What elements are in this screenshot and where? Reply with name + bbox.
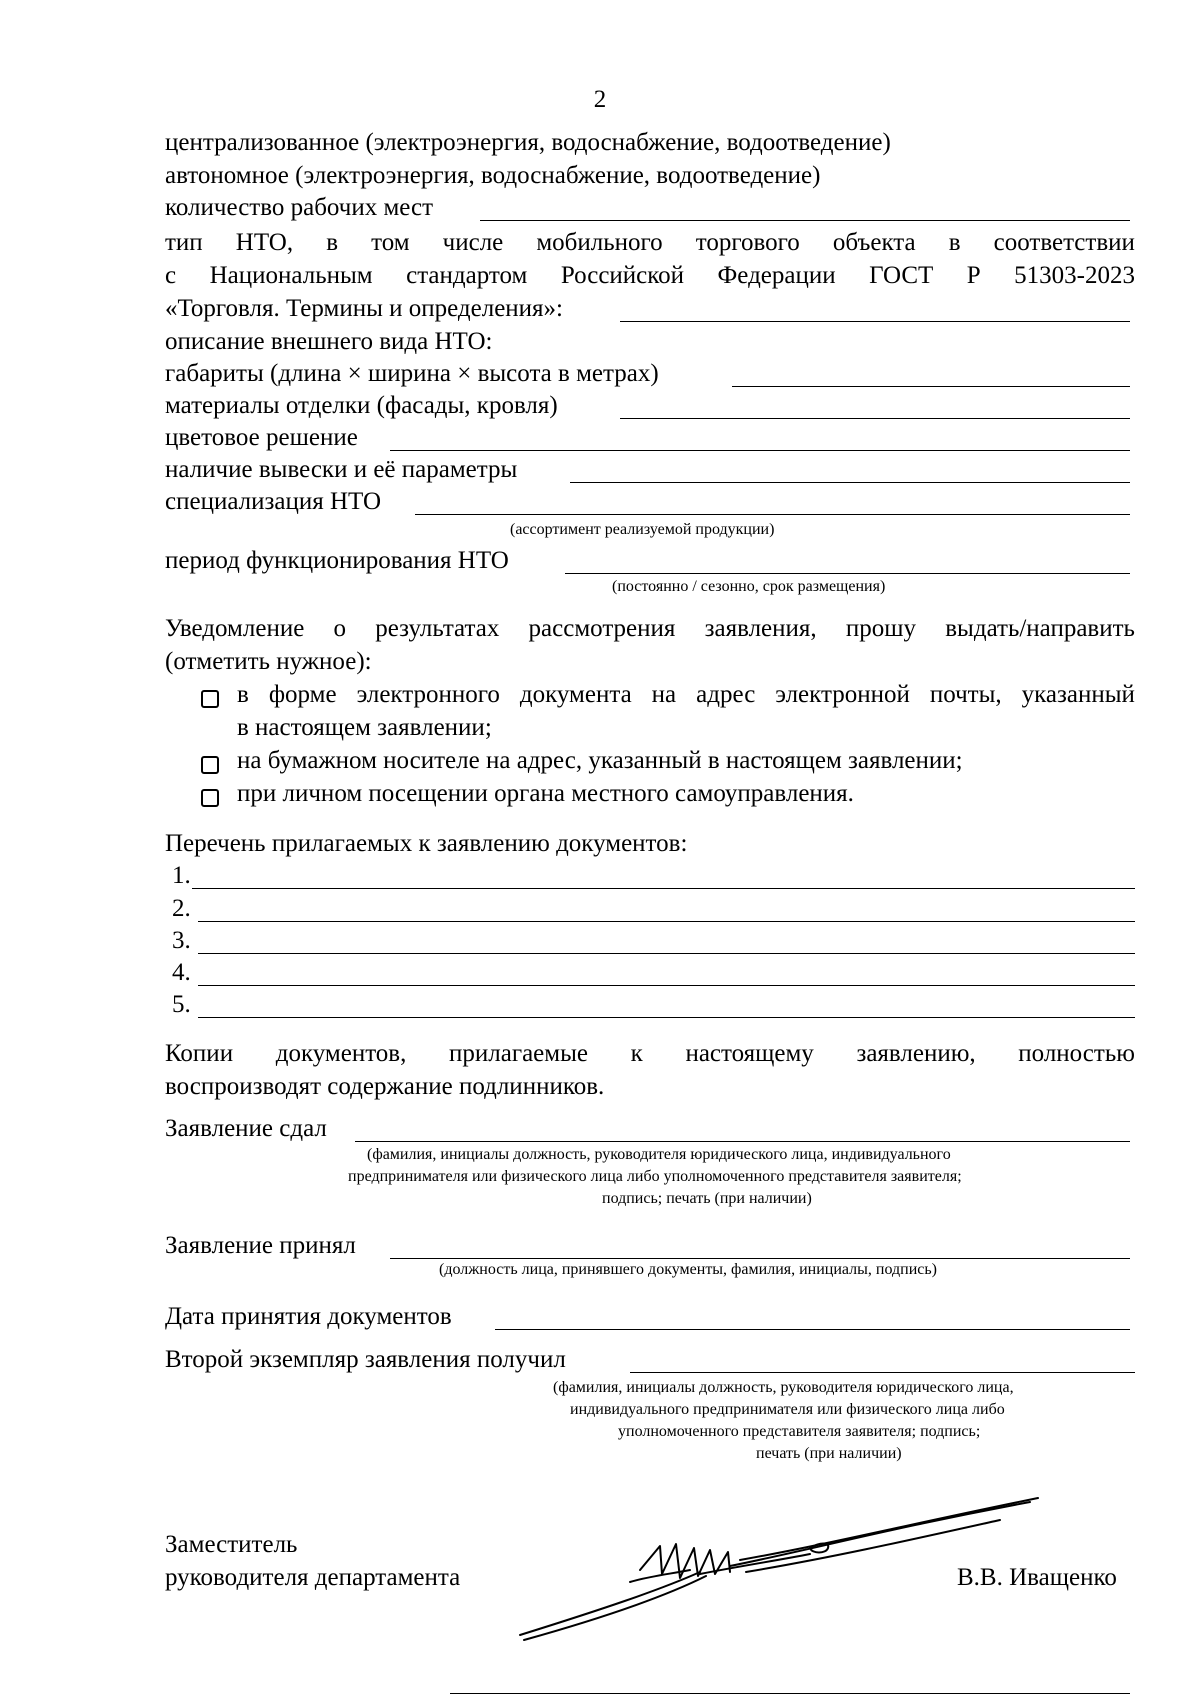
word: о bbox=[333, 615, 347, 642]
word: электронной bbox=[775, 681, 910, 708]
submitted-hint-2: предпринимателя или физического лица либо уполномоченного представителя заявителя; bbox=[348, 1168, 962, 1185]
workplaces-blank bbox=[480, 220, 1130, 221]
submitted-blank bbox=[355, 1141, 1130, 1142]
second-copy-hint-4: печать (при наличии) bbox=[756, 1445, 902, 1462]
word: документа bbox=[519, 681, 632, 708]
word: результатах bbox=[375, 615, 500, 642]
word: прошу bbox=[845, 615, 917, 642]
specialization-blank bbox=[415, 514, 1130, 515]
footer-rule bbox=[450, 1693, 1130, 1694]
second-copy-hint-2: индивидуального предпринимателя или физического лица либо bbox=[570, 1401, 1005, 1418]
document-item-blank bbox=[192, 888, 1135, 889]
text-color: цветовое решение bbox=[165, 424, 358, 451]
checkbox-in-person[interactable] bbox=[201, 789, 219, 807]
word: заявлению, bbox=[856, 1040, 976, 1067]
option-electronic-line-1 bbox=[237, 680, 1135, 710]
checkbox-paper[interactable] bbox=[201, 756, 219, 774]
word: электронного bbox=[356, 681, 500, 708]
document-item-number: 4. bbox=[172, 959, 191, 986]
period-blank bbox=[565, 573, 1130, 574]
text-signboard: наличие вывески и её параметры bbox=[165, 456, 518, 483]
word: тип bbox=[165, 229, 203, 256]
copies-line-2: воспроизводят содержание подлинников. bbox=[165, 1073, 605, 1100]
color-blank bbox=[390, 450, 1130, 451]
word: 51303-2023 bbox=[1014, 262, 1135, 289]
specialization-hint: (ассортимент реализуемой продукции) bbox=[510, 521, 775, 538]
word: объекта bbox=[832, 229, 916, 256]
copies-line-1 bbox=[165, 1039, 1135, 1069]
text-autonomous: автономное (электроэнергия, водоснабжение, водоотведение) bbox=[165, 162, 821, 189]
signatory-name: В.В. Иващенко bbox=[957, 1564, 1117, 1591]
word: Уведомление bbox=[165, 615, 305, 642]
document-item-number: 1. bbox=[172, 862, 191, 889]
word: Российской bbox=[560, 262, 685, 289]
date-blank bbox=[495, 1329, 1130, 1330]
word: почты, bbox=[929, 681, 1002, 708]
text-workplaces: количество рабочих мест bbox=[165, 194, 434, 221]
word: ГОСТ bbox=[869, 262, 934, 289]
accepted-label: Заявление принял bbox=[165, 1232, 356, 1259]
word: адрес bbox=[696, 681, 756, 708]
page-number: 2 bbox=[593, 86, 607, 113]
option-electronic-line-2: в настоящем заявлении; bbox=[237, 714, 492, 741]
word: прилагаемые bbox=[449, 1040, 588, 1067]
text-dimensions: габариты (длина × ширина × высота в метрах) bbox=[165, 360, 659, 387]
second-copy-label: Второй экземпляр заявления получил bbox=[165, 1346, 566, 1373]
word: числе bbox=[442, 229, 504, 256]
text-type-line-3: «Торговля. Термины и определения»: bbox=[165, 295, 563, 322]
document-item-blank bbox=[198, 921, 1135, 922]
documents-title: Перечень прилагаемых к заявлению документов: bbox=[165, 830, 688, 857]
text-materials: материалы отделки (фасады, кровля) bbox=[165, 392, 558, 419]
word: Национальным bbox=[209, 262, 373, 289]
signatory-position-line-2: руководителя департамента bbox=[165, 1564, 461, 1591]
notice-line-1 bbox=[165, 614, 1135, 644]
document-item-number: 3. bbox=[172, 927, 191, 954]
notice-line-2: (отметить нужное): bbox=[165, 648, 372, 675]
word: мобильного bbox=[536, 229, 663, 256]
document-item-blank bbox=[198, 953, 1135, 954]
text-specialization: специализация НТО bbox=[165, 488, 382, 515]
word: к bbox=[630, 1040, 643, 1067]
word: в bbox=[237, 681, 249, 708]
word: документов, bbox=[275, 1040, 407, 1067]
document-item-number: 2. bbox=[172, 895, 191, 922]
materials-blank bbox=[620, 418, 1130, 419]
word: торгового bbox=[695, 229, 800, 256]
word: рассмотрения bbox=[528, 615, 676, 642]
second-copy-blank bbox=[630, 1372, 1135, 1373]
option-paper: на бумажном носителе на адрес, указанный в настоящем заявлении; bbox=[237, 747, 963, 774]
word: Копии bbox=[165, 1040, 234, 1067]
signboard-blank bbox=[570, 482, 1130, 483]
document-item-blank bbox=[198, 985, 1135, 986]
period-hint: (постоянно / сезонно, срок размещения) bbox=[612, 578, 886, 595]
word: на bbox=[651, 681, 677, 708]
word: в bbox=[326, 229, 338, 256]
document-item-number: 5. bbox=[172, 991, 191, 1018]
word: выдать/направить bbox=[945, 615, 1135, 642]
text-appearance: описание внешнего вида НТО: bbox=[165, 328, 493, 355]
submitted-label: Заявление сдал bbox=[165, 1115, 327, 1142]
word: стандартом bbox=[406, 262, 528, 289]
checkbox-electronic[interactable] bbox=[201, 690, 219, 708]
type-blank bbox=[620, 321, 1130, 322]
word: том bbox=[371, 229, 410, 256]
word: соответствии bbox=[993, 229, 1135, 256]
word: настоящему bbox=[685, 1040, 814, 1067]
second-copy-hint-1: (фамилия, инициалы должность, руководителя юридического лица, bbox=[553, 1379, 1014, 1396]
word: в bbox=[948, 229, 961, 256]
type-line-2 bbox=[165, 261, 1135, 291]
word: с bbox=[165, 262, 177, 289]
option-in-person: при личном посещении органа местного самоуправления. bbox=[237, 780, 854, 807]
word: НТО, bbox=[235, 229, 294, 256]
submitted-hint-3: подпись; печать (при наличии) bbox=[602, 1190, 812, 1207]
word: заявления, bbox=[704, 615, 817, 642]
text-centralized: централизованное (электроэнергия, водоснабжение, водоотведение) bbox=[165, 129, 891, 156]
accepted-hint: (должность лица, принявшего документы, фамилия, инициалы, подпись) bbox=[439, 1261, 937, 1278]
word: Федерации bbox=[717, 262, 836, 289]
handwritten-signature bbox=[510, 1490, 1050, 1650]
type-line-1 bbox=[165, 228, 1135, 258]
signatory-position-line-1: Заместитель bbox=[165, 1531, 298, 1558]
word: Р bbox=[966, 262, 981, 289]
text-period: период функционирования НТО bbox=[165, 547, 509, 574]
date-label: Дата принятия документов bbox=[165, 1303, 452, 1330]
document-item-blank bbox=[198, 1017, 1135, 1018]
word: полностью bbox=[1018, 1040, 1135, 1067]
word: указанный bbox=[1021, 681, 1135, 708]
submitted-hint-1: (фамилия, инициалы должность, руководителя юридического лица, индивидуального bbox=[367, 1146, 951, 1163]
dimensions-blank bbox=[732, 386, 1130, 387]
word: форме bbox=[268, 681, 337, 708]
second-copy-hint-3: уполномоченного представителя заявителя; подпись; bbox=[618, 1423, 981, 1440]
